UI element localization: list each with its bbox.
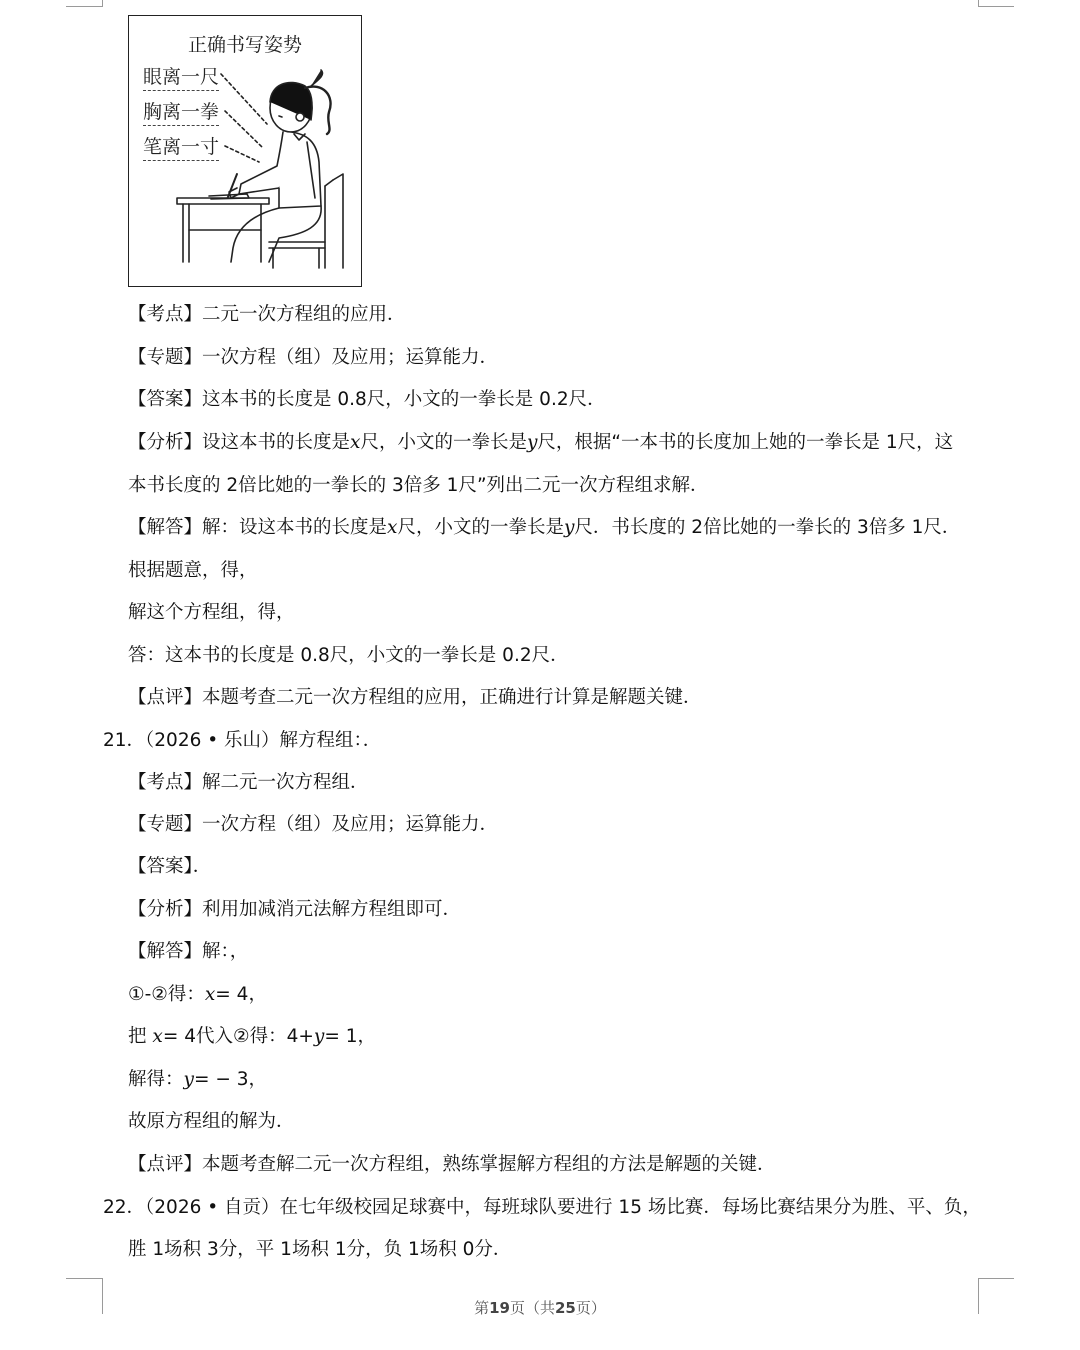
page-footer [0, 1297, 1080, 1318]
q21-step3-b: = − 3， [193, 1069, 268, 1090]
q21-daan: 【答案】． [128, 856, 212, 877]
figure-title: 正确书写姿势 [187, 34, 302, 56]
q20-jieda-b: 尺，小文的一拳长是 [397, 517, 564, 538]
q21-title: 21．（2026 • 乐山）解方程组：． [103, 730, 382, 751]
q21-step2-a: 把 [128, 1026, 147, 1047]
page-number: 19 [489, 1299, 510, 1317]
variable-x: x [350, 432, 361, 453]
footer-middle: 页（共 [509, 1299, 555, 1317]
q20-fenxi-a: 【分析】设这本书的长度是 [128, 432, 351, 453]
q21-step4: 故原方程组的解为． [128, 1111, 295, 1132]
crop-mark-top-left-v [102, 0, 103, 7]
q20-jieda-line2: 根据题意，得， [128, 560, 258, 581]
q22-line1: 22．（2026 • 自贡）在七年级校园足球赛中，每班球队要进行 15 场比赛．每场比赛结果分为胜、平、负， [103, 1197, 981, 1218]
variable-x: x [204, 984, 216, 1005]
variable-y: y [183, 1069, 194, 1090]
q20-jieda-a: 【解答】解：设这本书的长度是 [128, 517, 388, 538]
q22-line2: 胜 1场积 3分，平 1场积 1分，负 1场积 0分． [128, 1239, 512, 1260]
q20-fenxi-line2: 本书长度的 2倍比她的一拳长的 3倍多 1尺”列出二元一次方程组求解． [128, 475, 709, 496]
q21-jieda: 【解答】解：， [128, 941, 249, 962]
q20-jieda-c: 尺．书长度的 2倍比她的一拳长的 3倍多 1尺． [574, 517, 961, 538]
q20-jieda-line4: 答：这本书的长度是 0.8尺，小文的一拳长是 0.2尺． [128, 645, 569, 666]
variable-y: y [313, 1026, 325, 1047]
q21-zhuanti: 【专题】一次方程（组）及应用；运算能力． [128, 814, 499, 835]
q20-fenxi-b: 尺，小文的一拳长是 [360, 432, 527, 453]
crop-mark-bottom-left [66, 1278, 102, 1279]
q20-jieda-line1 [128, 516, 960, 540]
crop-mark-bottom-right [978, 1278, 1014, 1279]
q21-step3-a: 解得： [128, 1069, 184, 1090]
q20-fenxi-line1 [128, 431, 953, 455]
footer-suffix: 页） [575, 1299, 606, 1317]
figure-label-pen: 笔离一寸 [143, 132, 219, 161]
q21-step2 [128, 1025, 376, 1049]
q21-step3 [128, 1068, 267, 1092]
q20-daan: 【答案】这本书的长度是 0.8尺，小文的一拳长是 0.2尺． [128, 389, 606, 410]
footer-prefix: 第 [474, 1299, 490, 1317]
q21-step1 [128, 983, 267, 1007]
q20-dianping: 【点评】本题考查二元一次方程组的应用，正确进行计算是解题关键． [128, 687, 702, 708]
crop-mark-top-right-v [978, 0, 979, 7]
q21-kaodian: 【考点】解二元一次方程组． [128, 772, 369, 793]
q21-step2-c: = 1， [324, 1026, 376, 1047]
q20-zhuanti: 【专题】一次方程（组）及应用；运算能力． [128, 347, 499, 368]
variable-y: y [526, 432, 538, 453]
q21-step1-b: = 4， [215, 984, 267, 1005]
writing-posture-figure [128, 15, 362, 287]
q21-step2-b: = 4代入②得：4+ [162, 1026, 314, 1047]
variable-x: x [152, 1026, 163, 1047]
figure-label-eye: 眼离一尺 [143, 62, 219, 91]
variable-y: y [563, 517, 575, 538]
q20-jieda-line3: 解这个方程组，得， [128, 602, 295, 623]
variable-x: x [387, 517, 398, 538]
figure-label-chest: 胸离一拳 [143, 97, 219, 126]
q21-step1-a: ①-②得： [128, 984, 205, 1005]
q21-dianping: 【点评】本题考查解二元一次方程组，熟练掌握解方程组的方法是解题的关键． [128, 1154, 776, 1175]
q20-kaodian: 【考点】二元一次方程组的应用． [128, 304, 406, 325]
student-writing-illustration [129, 16, 360, 285]
crop-mark-top-left [66, 6, 102, 7]
q20-fenxi-c: 尺，根据“一本书的长度加上她的一拳长是 1尺，这 [537, 432, 954, 453]
q21-fenxi: 【分析】利用加减消元法解方程组即可． [128, 899, 462, 920]
crop-mark-top-right [978, 6, 1014, 7]
page-total: 25 [555, 1299, 576, 1317]
